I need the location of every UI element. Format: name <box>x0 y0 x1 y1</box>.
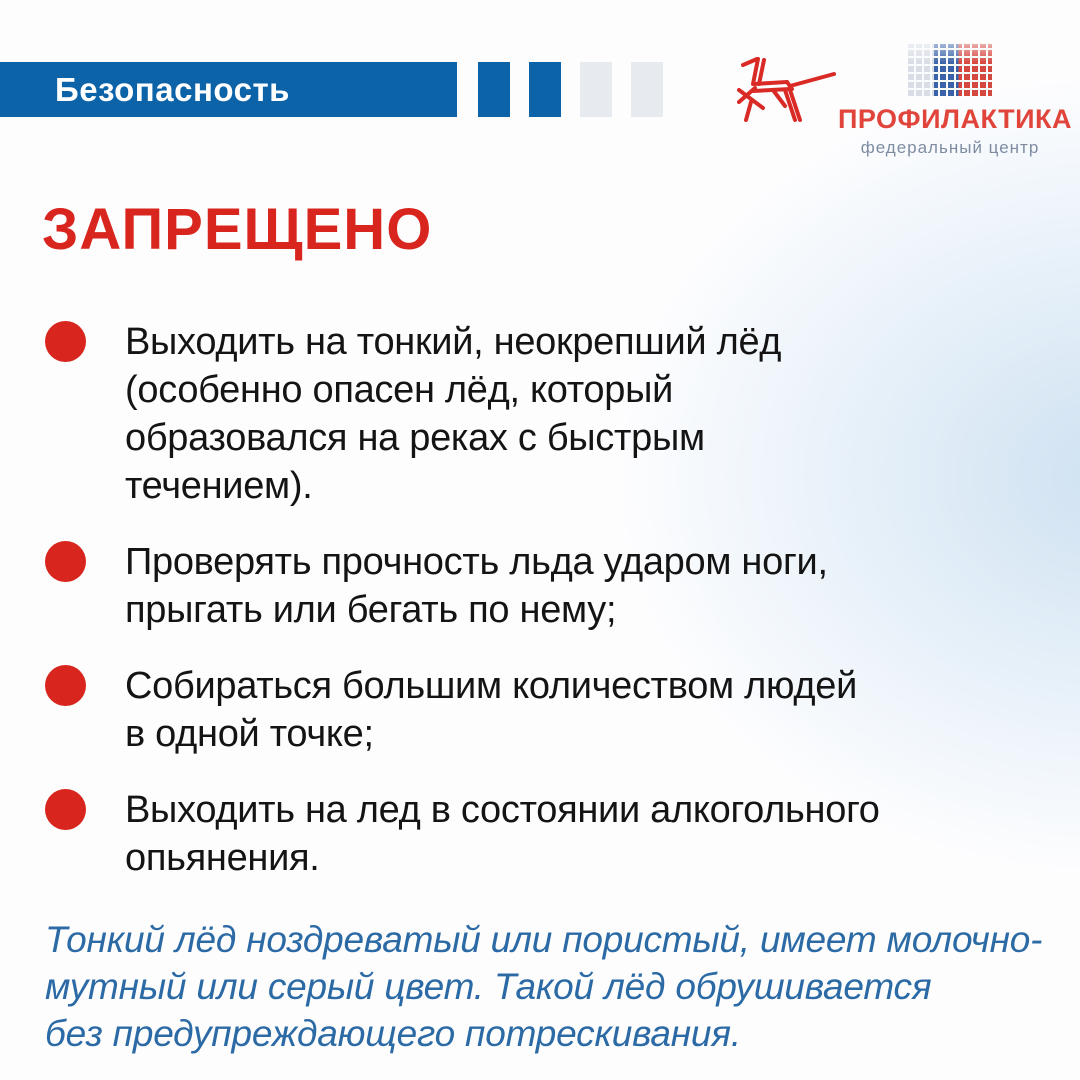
decorative-squares <box>478 62 663 117</box>
note-line: мутный или серый цвет. Такой лёд обрушивается <box>45 966 932 1007</box>
text-line: Проверять прочность льда ударом ноги, <box>125 541 828 583</box>
deco-square-gray <box>631 62 663 117</box>
deco-square-gray <box>580 62 612 117</box>
text-line: (особенно опасен лёд, который <box>125 369 674 411</box>
text-line: образовался на реках с быстрым <box>125 417 705 459</box>
list-item <box>45 538 1055 634</box>
item-text <box>125 786 880 882</box>
bullet-icon <box>45 665 86 706</box>
note-line: без предупреждающего потрескивания. <box>45 1013 741 1054</box>
deco-square-blue <box>529 62 561 117</box>
deco-square-blue <box>478 62 510 117</box>
item-text <box>125 662 857 758</box>
list-item <box>45 318 1055 510</box>
page-title: ЗАПРЕЩЕНО <box>42 197 433 262</box>
category-banner <box>0 62 457 117</box>
brand-name: ПРОФИЛАКТИКА <box>838 104 1072 134</box>
prohibition-list <box>45 318 1055 910</box>
bullet-icon <box>45 789 86 830</box>
list-item <box>45 786 1055 882</box>
text-line: течением). <box>125 465 313 507</box>
text-line: прыгать или бегать по нему; <box>125 589 617 631</box>
bullet-icon <box>45 321 86 362</box>
horse-logo-icon <box>737 50 837 135</box>
item-text <box>125 538 828 634</box>
text-line: Выходить на тонкий, неокрепший лёд <box>125 321 782 363</box>
brand-subtitle: федеральный центр <box>860 138 1040 157</box>
list-item <box>45 662 1055 758</box>
mosaic-grid-icon <box>908 44 992 96</box>
profilaktika-logo <box>838 44 1072 158</box>
note-line: Тонкий лёд ноздреватый или пористый, имеет молочно- <box>45 919 1043 960</box>
text-line: Собираться большим количеством людей <box>125 665 858 707</box>
text-line: Выходить на лед в состоянии алкогольного <box>125 789 880 831</box>
item-text <box>125 318 781 510</box>
text-line: в одной точке; <box>125 713 374 755</box>
footer-note <box>45 916 1055 1057</box>
bullet-icon <box>45 541 86 582</box>
text-line: опьянения. <box>125 837 320 879</box>
category-label: Безопасность <box>55 70 290 108</box>
